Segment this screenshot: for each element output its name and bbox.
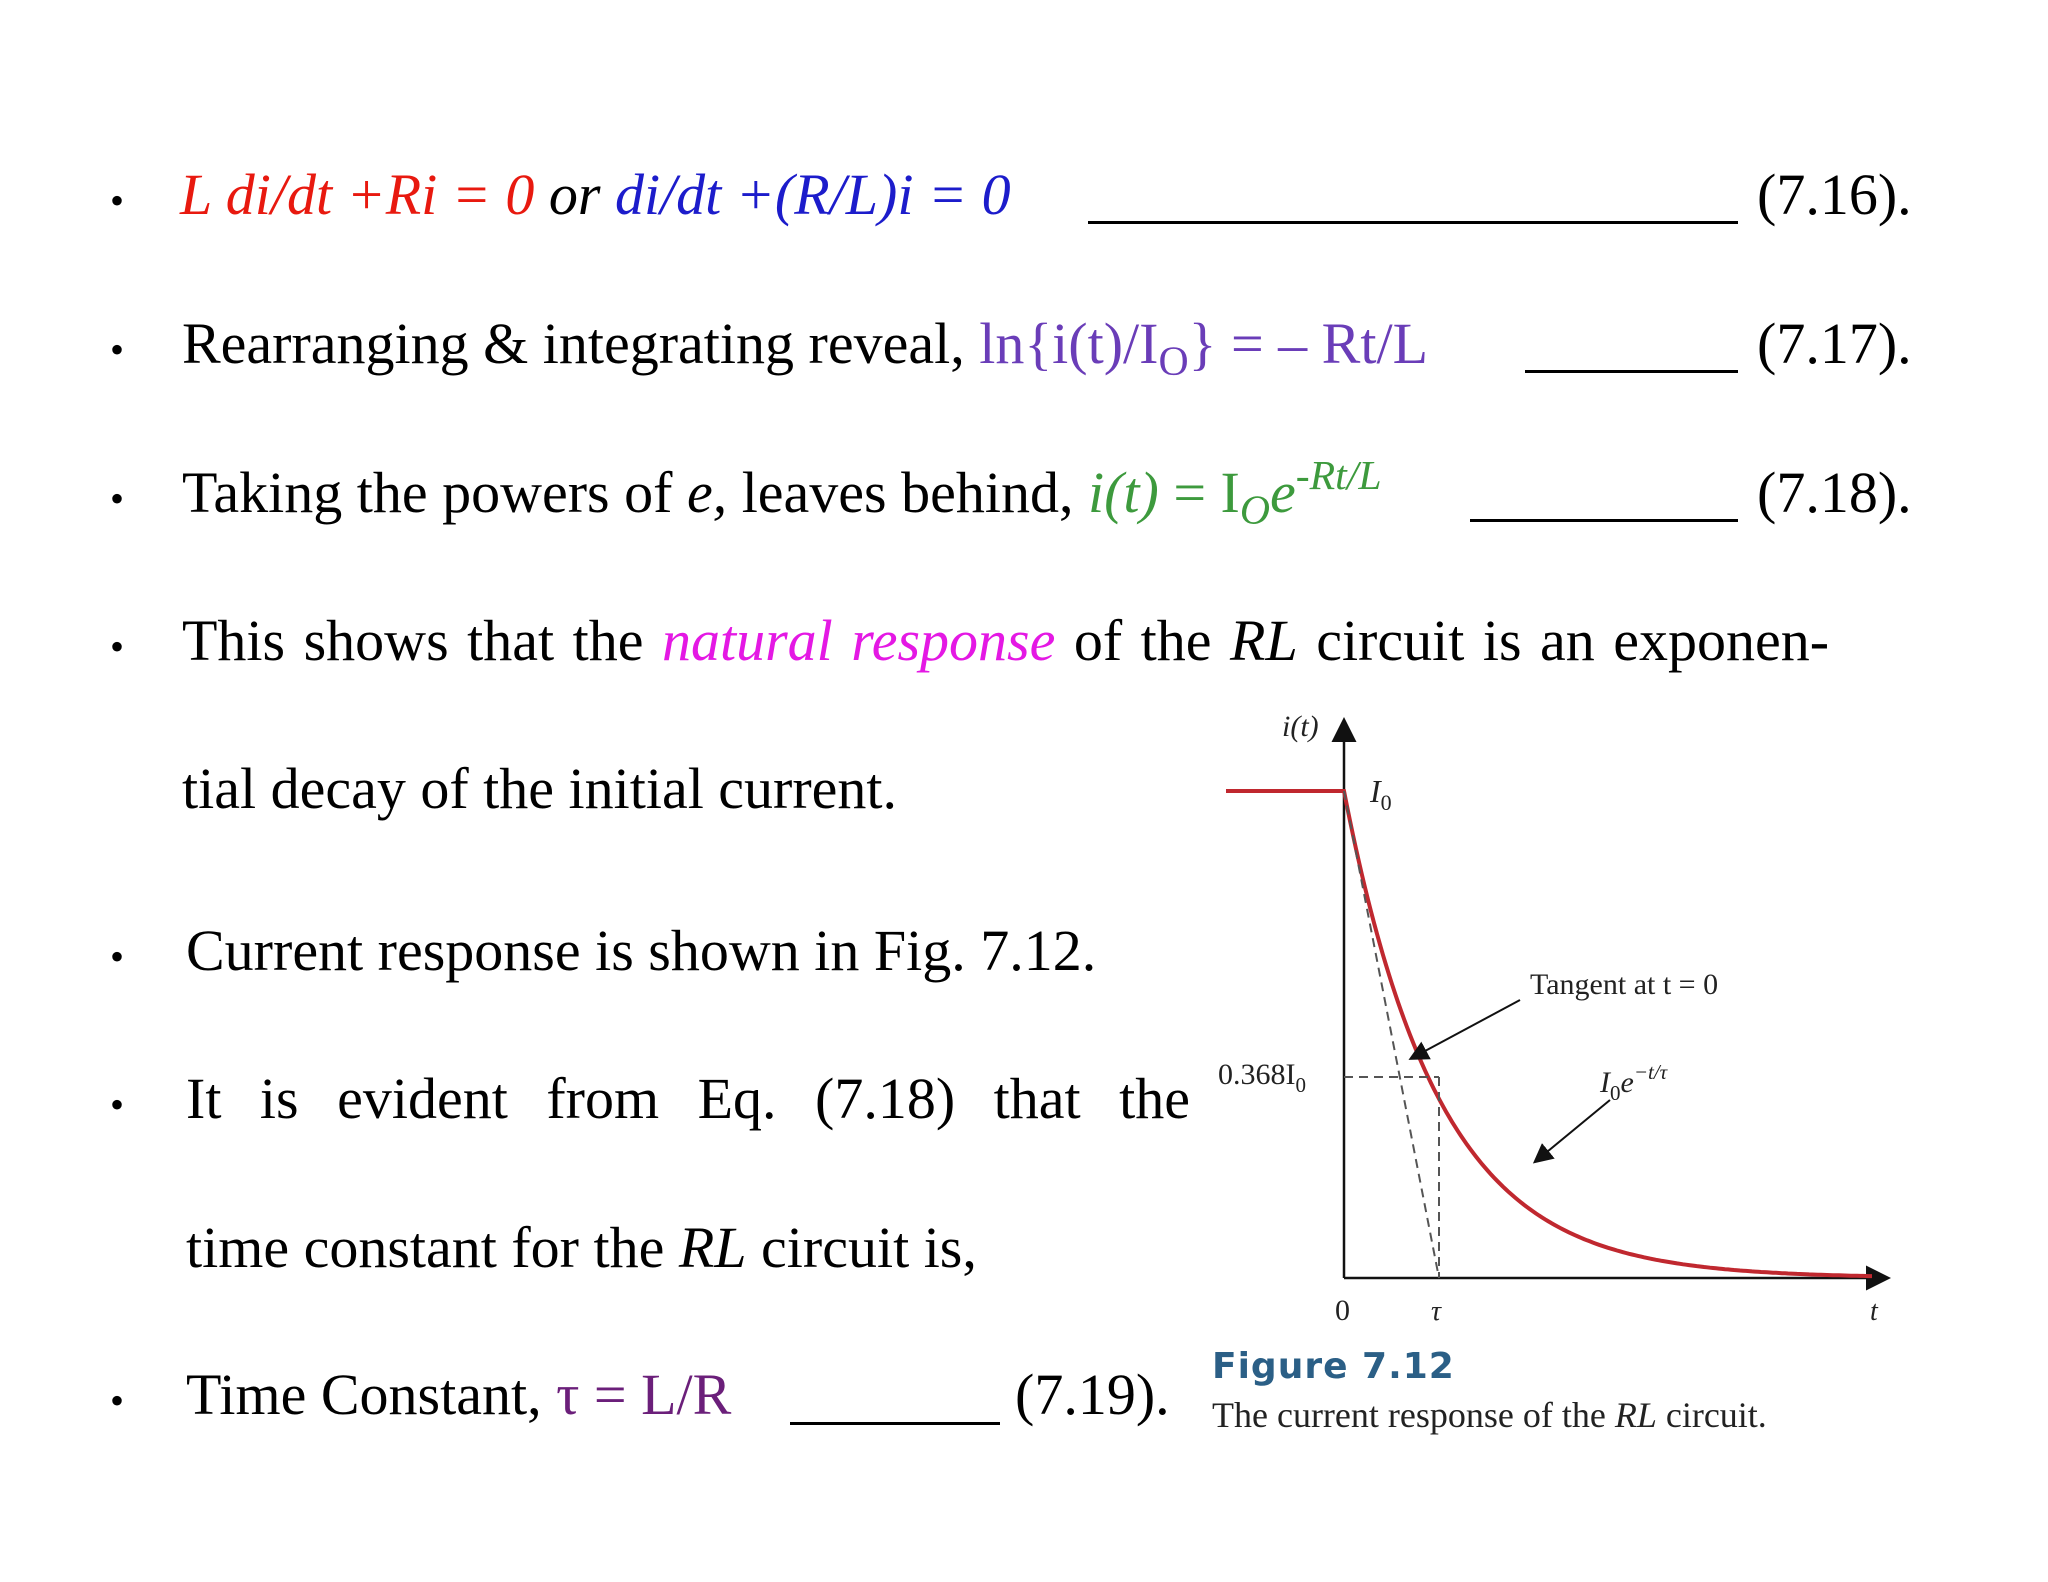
bullet: • <box>110 327 125 372</box>
bullet: • <box>110 1378 125 1423</box>
bullet: • <box>110 624 125 669</box>
equation-blue: di/dt +(R/L)i = 0 <box>614 162 1011 227</box>
blank-rule <box>1525 370 1738 373</box>
figure-caption: The current response of the RL circuit. <box>1212 1395 1767 1435</box>
curve-pointer-arrow <box>1536 1100 1610 1161</box>
line-text: Rearranging & integrating reveal, <box>182 311 965 376</box>
equation-line-7-16 <box>180 162 1011 227</box>
tangent-label: Tangent at t = 0 <box>1530 968 1719 1001</box>
equation-number: (7.18). <box>1757 460 1912 525</box>
curve-label: $I_0e^{-t/\tau}$ <box>1600 1060 1668 1105</box>
equation-line-7-18 <box>182 453 1382 534</box>
natural-response-line: This shows that the natural response of the RL circuit is an exponen- <box>182 608 1830 673</box>
y-axis-label: i(t) <box>1282 710 1319 743</box>
blank-rule <box>1088 221 1738 224</box>
level-label: $0.368I_0$ <box>1218 1058 1306 1097</box>
natural-response-highlight: natural response <box>661 608 1056 673</box>
origin-label: 0 <box>1335 1294 1350 1327</box>
bullet: • <box>110 476 125 521</box>
line-text: Taking the powers of <box>182 460 673 525</box>
natural-response-continuation: tial decay of the initial current. <box>182 756 898 821</box>
e-symbol: e, <box>686 460 728 525</box>
connector-or: or <box>534 162 615 227</box>
evident-continuation: time constant for the RL circuit is, <box>186 1215 977 1280</box>
equation-number: (7.19). <box>1015 1362 1170 1427</box>
x-axis-label: t <box>1870 1296 1878 1327</box>
evident-line: It is evident from Eq. (7.18) that the <box>186 1066 1190 1131</box>
blank-rule <box>1470 519 1738 522</box>
equation-number: (7.17). <box>1757 311 1912 376</box>
tau-label: τ <box>1431 1296 1442 1327</box>
time-constant-line: Time Constant, τ = L/R <box>186 1362 732 1427</box>
bullet: • <box>110 178 125 223</box>
current-response-curve <box>1226 791 1872 1276</box>
equation-red: L di/dt +Ri = 0 <box>180 162 535 227</box>
time-constant-formula: τ = L/R <box>556 1362 732 1427</box>
current-response-line: Current response is shown in Fig. 7.12. <box>186 918 1097 983</box>
bullet: • <box>110 1082 125 1127</box>
equation-line-7-17 <box>182 311 1429 385</box>
figure-title: Figure 7.12 <box>1212 1346 1455 1387</box>
line-text: leaves behind, <box>741 460 1074 525</box>
i0-label: $I_0$ <box>1370 773 1392 815</box>
equation-number: (7.16). <box>1757 162 1912 227</box>
tangent-pointer-arrow <box>1412 1000 1520 1058</box>
blank-rule <box>790 1422 1000 1425</box>
exponential-formula: $i(t) = I_Oe^{-Rt/L}$ <box>1087 453 1382 534</box>
bullet: • <box>110 934 125 979</box>
rl-response-figure <box>1190 700 1910 1340</box>
log-formula: $\ln\{i(t)/I_O\}$ = – Rt/L <box>979 311 1429 385</box>
tangent-line <box>1344 791 1439 1278</box>
